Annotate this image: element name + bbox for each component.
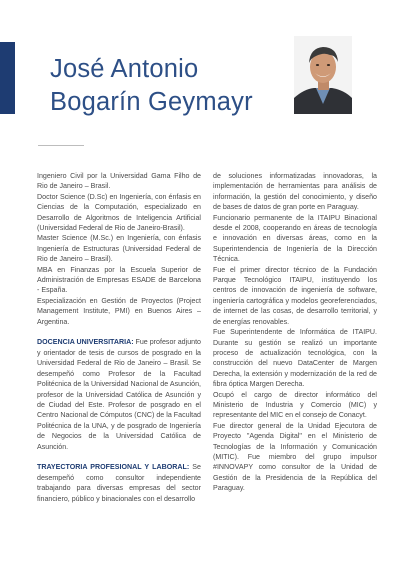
education-item: Especialización en Gestión de Proyectos (Project Management Institute, PMI) en Buenos Aires – Argentina.	[37, 296, 201, 326]
career-item: de soluciones informatizadas innovadoras, la implementación de herramientas para análisis de información, la gestión del conocimiento, y diseño de bases de datos de gran porte en Paraguay.	[213, 172, 377, 212]
left-column	[37, 171, 201, 504]
teaching-heading: DOCENCIA UNIVERSITARIA:	[37, 338, 134, 347]
career-item: Ocupó el cargo de director informático del Ministerio de Industria y Comercio (MIC) y representante del MIC en el consejo de Conacyt.	[213, 390, 377, 420]
education-item: Doctor Science (D.Sc) en Ingeniería, con énfasis en Ciencias de la Computación, especializado en Desarrollo de Algoritmos de Inteligencia Artificial (Universidad Federal de Rio de Janeiro-Brasil).	[37, 192, 201, 233]
page-title	[50, 53, 290, 119]
career-item: Fue Superintendente de Informática de ITAIPU. Durante su gestión se realizó un importante proceso de actualización tecnológica, con la construcción del nuevo DataCenter de Margen Derecha, la extensión y modernización de la red de fibra óptica Margen Derecha.	[213, 328, 377, 389]
career-text: Se desempeñó como consultor independiente trabajando para diversas empresas del sector financiero, público y binacionales con el desarrollo	[37, 463, 201, 503]
education-item: MBA en Finanzas por la Escuela Superior de Administración de Empresas ESADE de Barcelona - España.	[37, 265, 201, 295]
career-heading: TRAYECTORIA PROFESIONAL Y LABORAL:	[37, 463, 190, 472]
career-item: Fue director general de la Unidad Ejecutora de Proyecto "Agenda Digital" en el Ministerio de Tecnologías de la Información y Comunicación (MITIC). Fue miembro del grupo impulsor #INNOVAPY como consultor de la Unidad de Gestión de la Presidencia de la República del Paraguay.	[213, 421, 377, 493]
education-item: Master Science (M.Sc.) en Ingeniería, con énfasis Ingeniería de Estructuras (Universidad Federal de Rio de Janeiro – Brasil).	[37, 234, 201, 264]
career-item: Funcionario permanente de la ITAIPU Binacional desde el 2008, cooperando en áreas de tecnología e innovación en diversas áreas, como en la Superintendencia de Ingeniería de la Dirección Técnica.	[213, 213, 377, 264]
section-divider	[38, 145, 84, 146]
portrait-photo	[294, 36, 352, 114]
accent-bar	[0, 42, 15, 114]
career-paragraph	[37, 462, 201, 504]
right-column	[213, 171, 377, 494]
name-line-first: José Antonio	[50, 55, 199, 83]
career-item: Fue el primer director técnico de la Fundación Parque Tecnológico ITAIPU, instituyendo los centros de innovación de ingeniería de software, ingeniería cartográfica y modelos georeferenciados, de internet de las cosas, de desarrollo territorial, y de energías renovables.	[213, 265, 377, 326]
teaching-text: Fue profesor adjunto y orientador de tesis de cursos de posgrado en la Universidad Federal de Rio de Janeiro – Brasil. Se desempeñó como Profesor de la Facultad Politécnica de la Universidad Nacional de Asunción, profesor de la Universidad Católica de Asunción y de Ciudad del Este. Profesor de posgrado en el Centro Nacional de Cómputos (CNC) de la Facultad Politécnica de la UNA, y de posgrado de Ingeniería de Negocios de la Universidad Católica de Asunción.	[37, 338, 201, 451]
teaching-paragraph	[37, 337, 201, 451]
education-item: Ingeniero Civil por la Universidad Gama Filho de Rio de Janeiro – Brasil.	[37, 172, 201, 191]
name-line-last: Bogarín Geymayr	[50, 88, 253, 116]
